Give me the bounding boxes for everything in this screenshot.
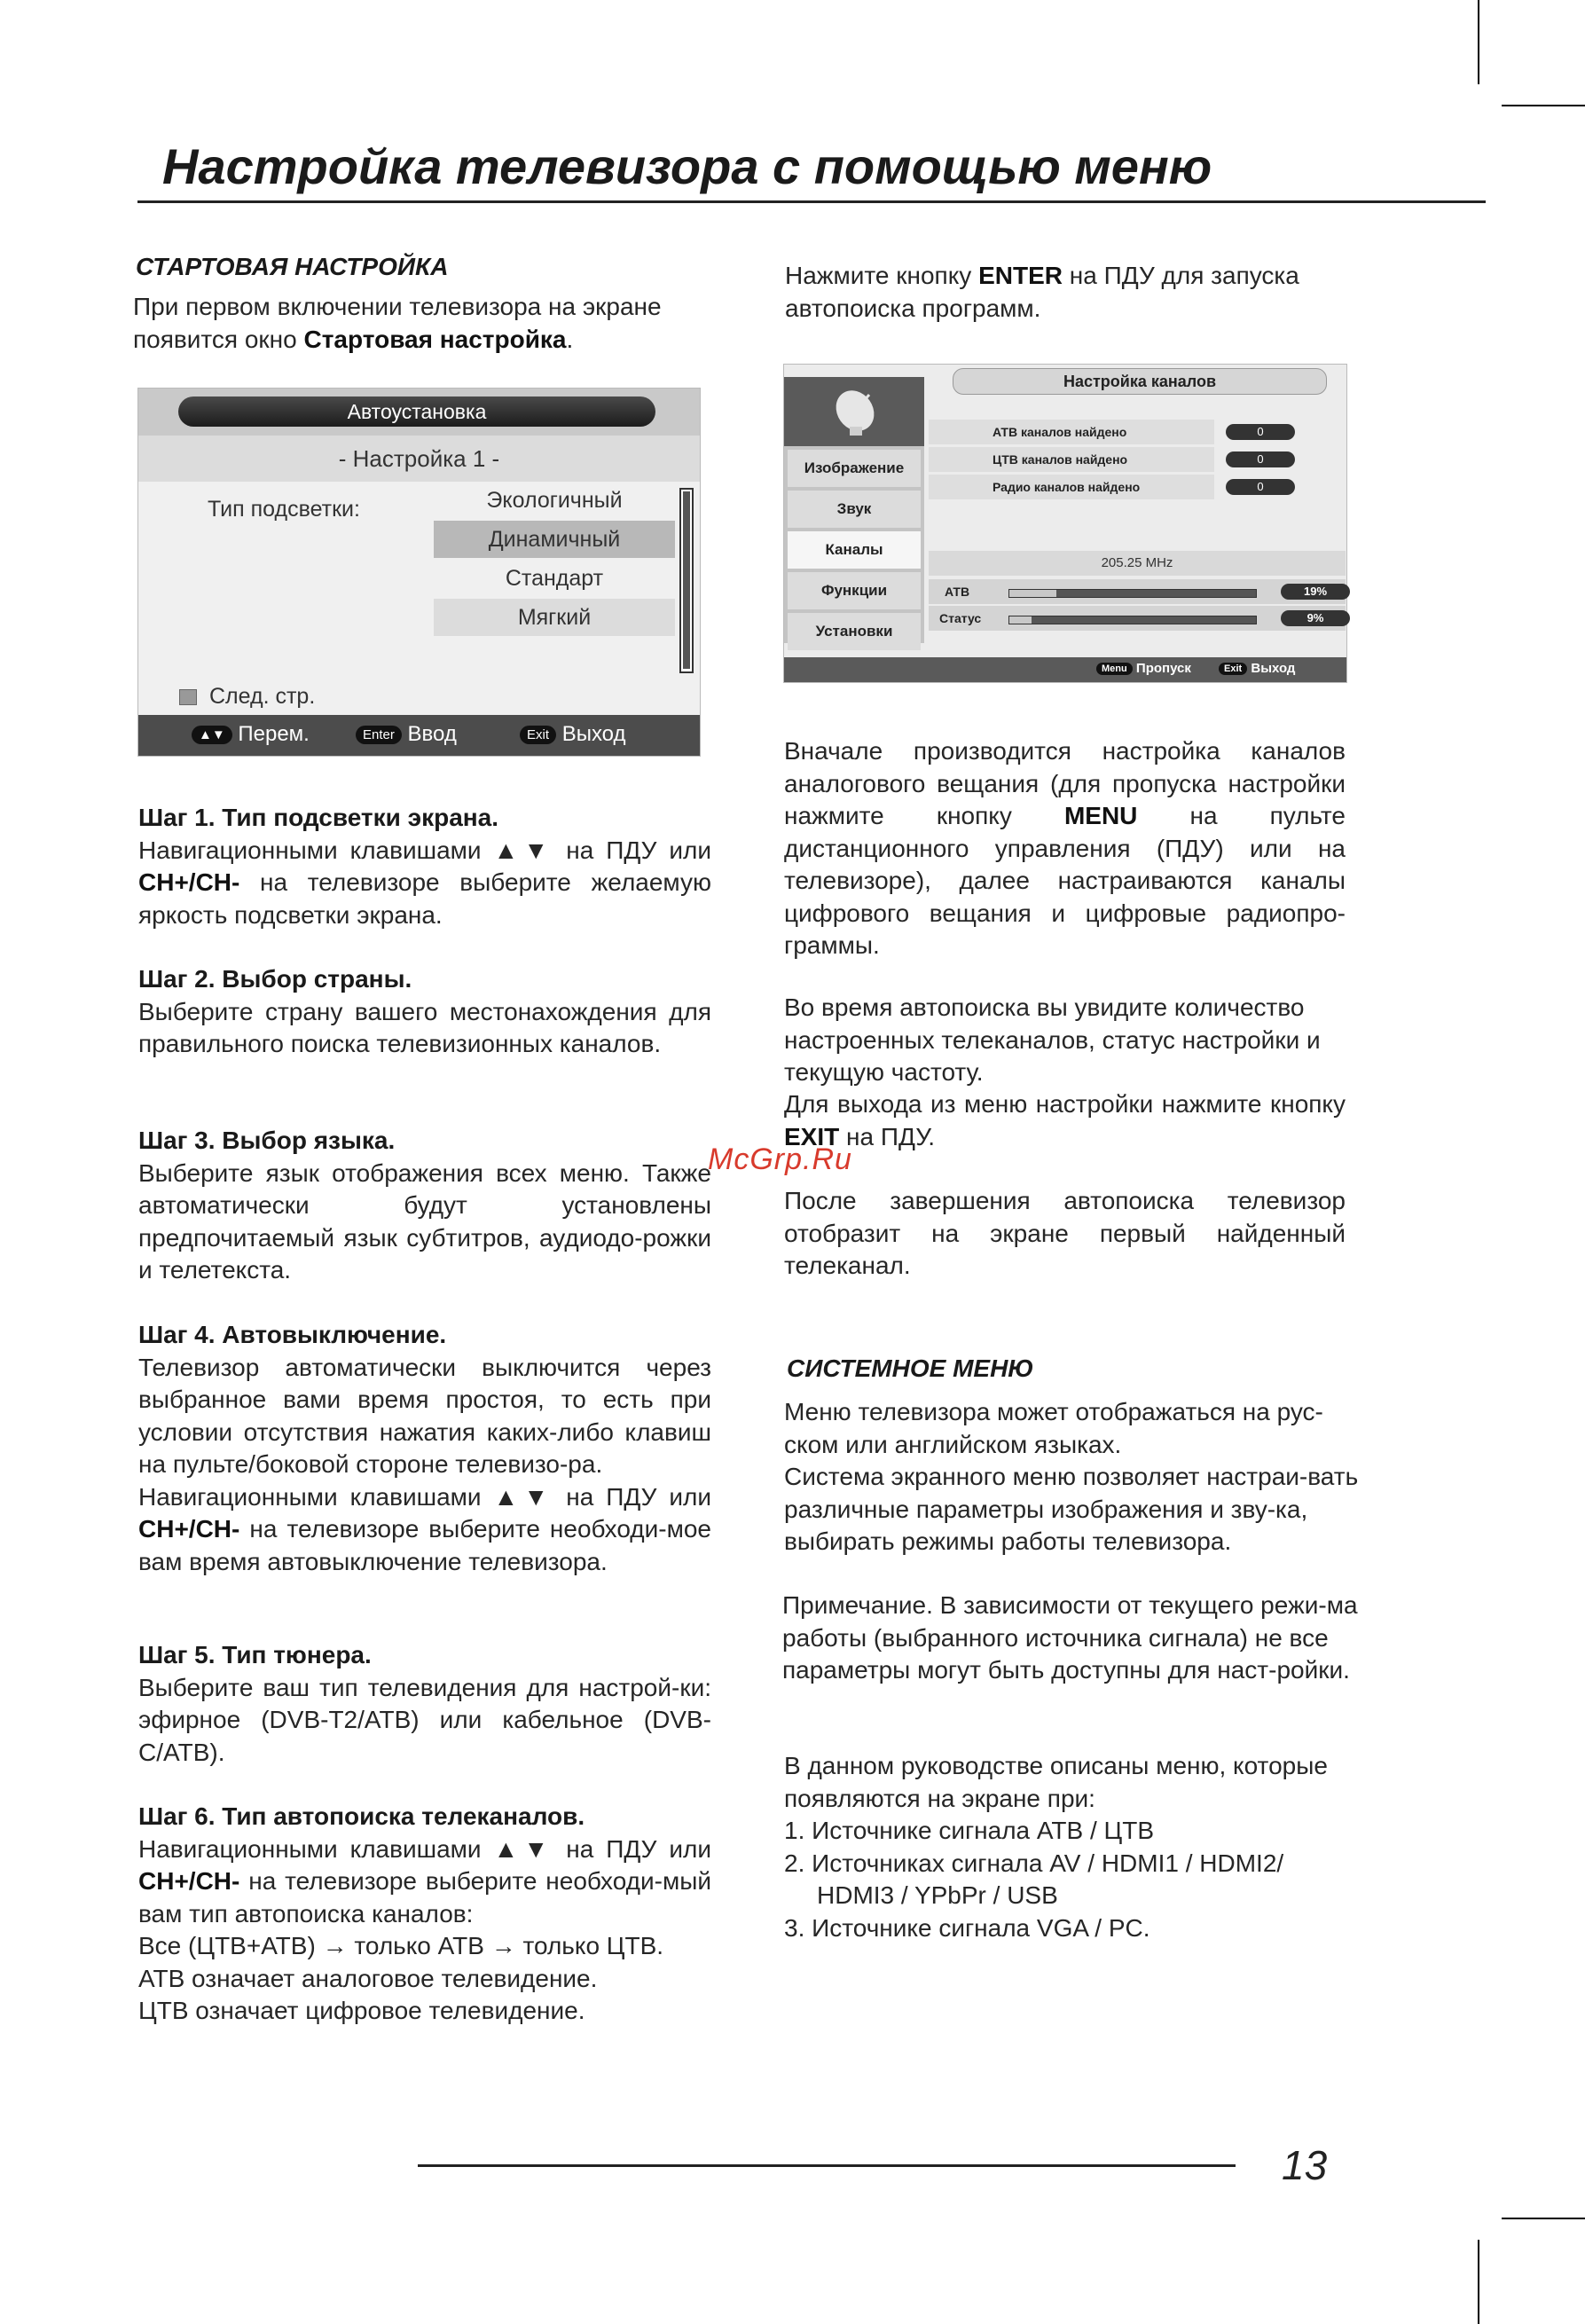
status-progress-bar <box>1008 616 1257 624</box>
next-page-label[interactable]: След. стр. <box>209 684 316 709</box>
footer-rule <box>418 2164 1236 2167</box>
right-para-8: В данном руководстве описаны меню, которые появляются на экране при: <box>784 1752 1328 1812</box>
p3-text-c: на ПДУ. <box>839 1122 936 1150</box>
satellite-dish-icon <box>784 377 924 446</box>
radio-found-value: 0 <box>1226 479 1295 495</box>
step-3-title: Шаг 3. Выбор языка. <box>138 1127 396 1154</box>
option-eco[interactable]: Экологичный <box>486 488 623 513</box>
source-item-2-cont: HDMI3 / YPbPr / USB <box>817 1881 1058 1909</box>
step-4-text-c: на телевизоре выберите необходи-мое вам время автовыключение телевизора. <box>138 1515 711 1575</box>
step-4-title: Шаг 4. Автовыключение. <box>138 1321 447 1348</box>
frequency-readout: 205.25 MHz <box>929 551 1346 576</box>
tab-picture[interactable]: Изображение <box>788 450 921 487</box>
backlight-label: Тип подсветки: <box>208 497 360 522</box>
next-page-icon <box>179 689 197 705</box>
skip-hint <box>1096 661 1191 676</box>
right-para-2: Во время автопоиска вы увидите количество настроенных телеканалов, статус настройки и текущую частоту. <box>784 993 1321 1086</box>
step-6-text-c: на телевизоре выберите необходи-мый вам тип автопоиска каналов: <box>138 1867 711 1928</box>
exit2-hint-label: Выход <box>1251 661 1296 676</box>
atv-progress-fill <box>1009 590 1056 597</box>
tab-functions[interactable]: Функции <box>788 572 921 609</box>
atv-progress-label: АТВ <box>945 585 970 599</box>
atv-found-row <box>929 420 1214 444</box>
step-6-title: Шаг 6. Тип автопоиска телеканалов. <box>138 1802 585 1830</box>
enter-text-a: Нажмите кнопку <box>785 262 979 289</box>
step-4-text-a: Навигационными клавишами ▲▼ на ПДУ или <box>138 1482 711 1511</box>
p1-text-c: на пульте дистанционного управления (ПДУ) или на телевизоре), далее настраиваются каналы цифрового вещания и цифровые радиопро-граммы. <box>784 802 1346 959</box>
scrollbar-thumb[interactable] <box>683 491 690 669</box>
skip-hint-label: Пропуск <box>1135 661 1191 676</box>
status-progress-fill <box>1009 616 1032 624</box>
autosetup-menu <box>137 388 701 757</box>
step-1-text-c: на телевизоре выберите желаемую яркость подсветки экрана. <box>138 868 711 929</box>
nav-key-icon: ▲▼ <box>192 726 232 744</box>
option-soft[interactable]: Мягкий <box>434 599 675 636</box>
tab-channels[interactable]: Каналы <box>788 531 921 569</box>
nav-hint-label: Перем. <box>238 722 310 746</box>
right-para-4: После завершения автопоиска телевизор отобразит на экране первый найденный телеканал. <box>784 1187 1346 1279</box>
system-menu-heading: СИСТЕМНОЕ МЕНЮ <box>787 1354 1034 1382</box>
source-list <box>784 1815 1387 1944</box>
source-item-1: 1. Источнике сигнала АТВ / ЦТВ <box>784 1817 1155 1844</box>
step-2 <box>138 963 711 1061</box>
dtv-found-value: 0 <box>1226 451 1295 467</box>
crop-mark <box>1502 2218 1585 2219</box>
step-4-text-1: Телевизор автоматически выключится через выбранное вами время простоя, то есть при условии отсутствия нажатия каких-либо клавиш на пульте/боковой стороне телевизо-ра. <box>138 1353 711 1478</box>
step-1-key: CH+/CH- <box>138 868 240 896</box>
right-para-3 <box>784 1088 1346 1153</box>
step-2-title: Шаг 2. Выбор страны. <box>138 965 412 993</box>
right-para-7: Примечание. В зависимости от текущего режи-ма работы (выбранного источника сигнала) не все параметры могут быть доступны для наст-ройки. <box>782 1591 1358 1684</box>
step-5-title: Шаг 5. Тип тюнера. <box>138 1641 372 1668</box>
page-number: 13 <box>1282 2142 1328 2188</box>
step-2-text: Выберите страну вашего местонахождения для правильного поиска телевизионных каналов. <box>138 997 711 1057</box>
enter-instruction <box>785 260 1353 325</box>
right-para-6: Система экранного меню позволяет настраи-вать различные параметры изображения и зву-ка, выбирать режимы работы телевизора. <box>784 1463 1359 1555</box>
step-1-text-a: Навигационными клавишами ▲▼ на ПДУ или <box>138 836 711 864</box>
status-progress-label: Статус <box>939 611 982 625</box>
step-3 <box>138 1125 711 1287</box>
step-6-line-1: Все (ЦТВ+АТВ) → только АТВ → только ЦТВ. <box>138 1932 664 1959</box>
crop-mark <box>1502 105 1585 106</box>
page-title: Настройка телевизора с помощью меню <box>162 138 1212 194</box>
radio-found-label: Радио каналов найдено <box>993 480 1141 494</box>
menu-scrollbar[interactable] <box>679 488 694 673</box>
step-4-key: CH+/CH- <box>138 1515 240 1543</box>
nav-hint <box>192 722 310 747</box>
step-6-line-2: АТВ означает аналоговое телевидение. <box>138 1964 598 1992</box>
intro-bold: Стартовая настройка <box>303 325 567 353</box>
step-1-text <box>138 835 711 932</box>
atv-found-label: АТВ каналов найдено <box>993 425 1127 439</box>
menu-top-bar <box>138 389 700 436</box>
status-progress-pct: 9% <box>1281 610 1350 626</box>
step-5-text: Выберите ваш тип телевидения для настрой-ки: эфирное (DVB-T2/ATB) или кабельное (DVB-C/ATB). <box>138 1673 711 1766</box>
source-item-3: 3. Источнике сигнала VGA / PC. <box>784 1913 1150 1942</box>
p1-key: MENU <box>1063 802 1138 829</box>
start-heading: СТАРТОВАЯ НАСТРОЙКА <box>136 253 449 280</box>
title-rule <box>137 200 1486 203</box>
menu-title: Автоустановка <box>178 396 655 427</box>
dtv-found-row <box>929 447 1214 472</box>
step-4-text-2 <box>138 1481 711 1579</box>
atv-progress-bar <box>1008 589 1257 598</box>
satellite-dish-graphic <box>784 377 924 446</box>
atv-progress-pct: 19% <box>1281 584 1350 600</box>
source-item-2: 2. Источниках сигнала AV / HDMI1 / HDMI2/ <box>784 1849 1284 1877</box>
option-standard[interactable]: Стандарт <box>505 566 604 591</box>
status-progress-row <box>929 606 1346 631</box>
exit-hint <box>520 722 626 747</box>
step-6-text <box>138 1833 711 1931</box>
watermark: McGrp.Ru <box>708 1142 852 1176</box>
step-6-line-3: ЦТВ означает цифровое телевидение. <box>138 1997 585 2024</box>
step-3-text: Выберите язык отображения всех меню. Также автоматически будут установлены предпочитаемый язык субтитров, аудиодо-рожки и телетекста. <box>138 1158 711 1284</box>
menu-key-icon: Menu <box>1096 663 1133 675</box>
channel-setup-menu <box>783 364 1347 683</box>
step-6-key: CH+/CH- <box>138 1867 240 1895</box>
menu-hint-bar <box>138 715 700 756</box>
intro-text: При первом включении телевизора на экране появится окно <box>133 293 662 353</box>
step-4 <box>138 1319 711 1578</box>
enter-key-icon: Enter <box>356 726 402 744</box>
step-1 <box>138 802 711 931</box>
crop-mark <box>1478 0 1479 84</box>
menu-subtitle: - Настройка 1 - <box>138 436 700 482</box>
exit-key-icon: Exit <box>520 726 556 744</box>
step-5 <box>138 1639 711 1769</box>
tab-sound[interactable]: Звук <box>788 491 921 528</box>
enter-hint-label: Ввод <box>407 722 457 746</box>
atv-found-value: 0 <box>1226 424 1295 440</box>
tab-settings[interactable]: Установки <box>788 613 921 650</box>
dtv-found-label: ЦТВ каналов найдено <box>993 452 1128 467</box>
enter-hint <box>356 722 457 747</box>
option-dynamic[interactable]: Динамичный <box>434 521 675 558</box>
enter-key: ENTER <box>978 262 1063 289</box>
atv-progress-row <box>929 579 1346 604</box>
enter-text-c: на ПДУ для запуска автопоиска программ. <box>785 262 1299 322</box>
intro-end: . <box>566 325 574 353</box>
menu2-hint-bar <box>784 657 1346 682</box>
step-6 <box>138 1801 711 2028</box>
step-1-title: Шаг 1. Тип подсветки экрана. <box>138 804 499 831</box>
radio-found-row <box>929 475 1214 499</box>
menu-header: Настройка каналов <box>953 368 1327 395</box>
right-para-5: Меню телевизора может отображаться на рус-ском или английском языках. <box>784 1398 1323 1458</box>
step-6-text-a: Навигационными клавишами ▲▼ на ПДУ или <box>138 1834 711 1863</box>
exit2-key-icon: Exit <box>1219 663 1247 675</box>
p3-text-a: Для выхода из меню настройки нажмите кнопку <box>784 1090 1346 1118</box>
exit2-hint <box>1219 661 1295 676</box>
p1-text-a: Вначале производится настройка каналов аналогового вещания (для пропуска настройки нажмите кнопку <box>784 737 1346 829</box>
exit-hint-label: Выход <box>561 722 626 746</box>
crop-mark <box>1478 2240 1479 2324</box>
p3-key: EXIT <box>784 1122 840 1150</box>
right-para-1 <box>784 735 1346 962</box>
start-intro <box>133 291 710 356</box>
